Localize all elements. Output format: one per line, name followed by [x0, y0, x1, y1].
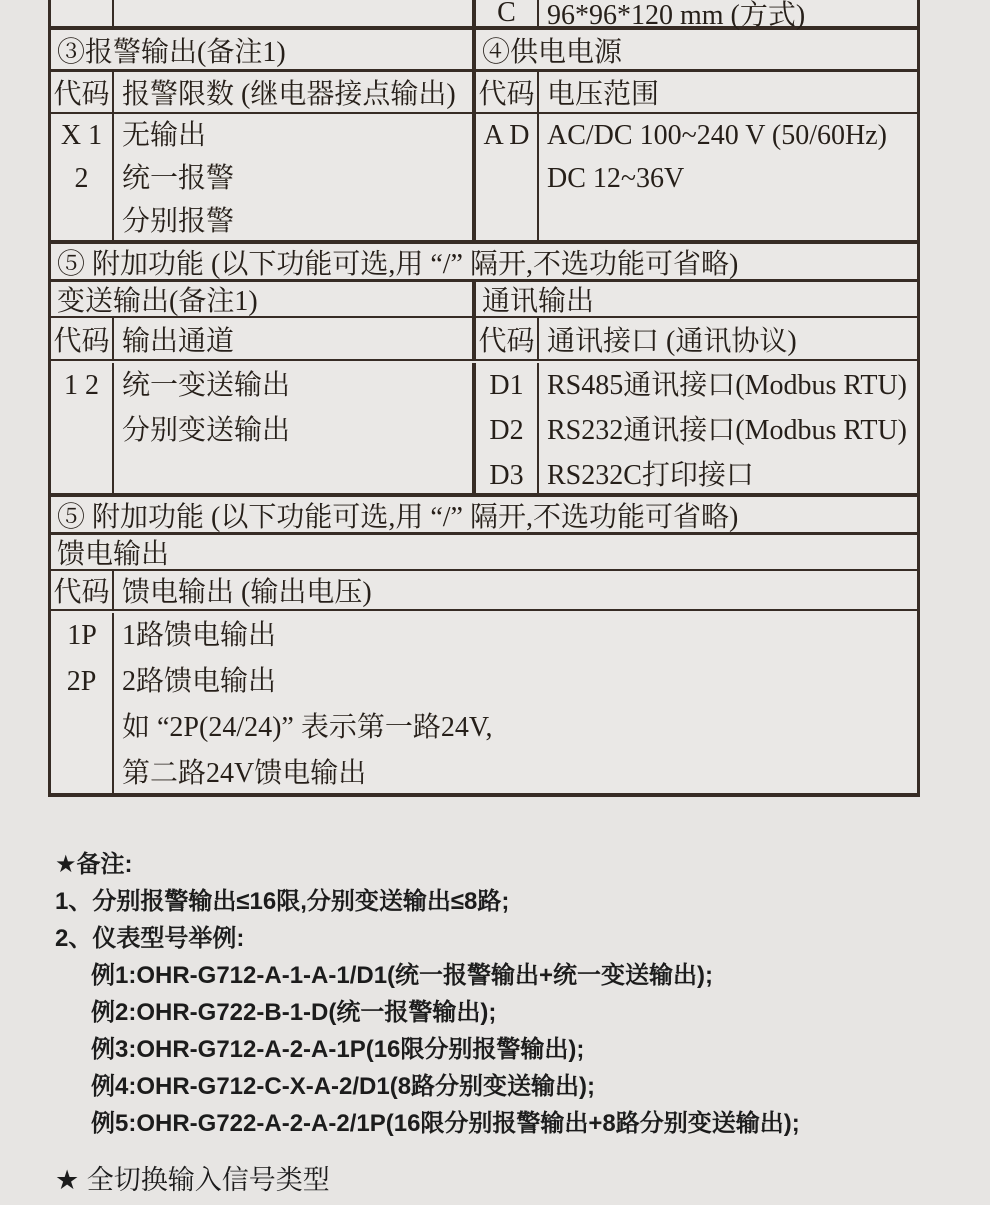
power-code-header: 代码: [476, 72, 539, 112]
feed-output-body: [51, 611, 917, 793]
addon-section-header-2: [51, 497, 917, 535]
transmit-output-title: 变送输出(备注1): [57, 286, 258, 317]
comm-code-d1: D1: [489, 370, 524, 401]
alarm-desc-1: 统一报警: [122, 163, 235, 194]
model-example-1: 例1:OHR-G712-A-1-A-1/D1(统一报警输出+统一变送输出);: [91, 962, 714, 989]
feed-output-title: 馈电输出: [57, 539, 170, 570]
section-titles-alarm-power: [51, 30, 917, 72]
feed-code-2p: 2P: [66, 666, 97, 697]
alarm-power-column-headers: [51, 72, 917, 114]
alarm-power-body: [51, 114, 917, 244]
power-desc-d: DC 12~36V: [547, 163, 685, 194]
addon-section-header-2-text: ⑤ 附加功能 (以下功能可选,用 “/” 隔开,不选功能可省略): [57, 501, 739, 533]
power-desc-header: 电压范围: [547, 79, 660, 110]
empty-code-cell: [51, 0, 114, 26]
power-desc-a: AC/DC 100~240 V (50/60Hz): [547, 120, 888, 151]
feed-output-title-row: [51, 535, 917, 571]
remark-item-2: 2、仪表型号举例:: [55, 925, 245, 952]
comm-desc-header: 通讯接口 (通讯协议): [547, 325, 797, 357]
feed-output-column-headers: [51, 571, 917, 611]
comm-code-d2: D2: [489, 415, 524, 446]
transmit-comm-column-headers: [51, 318, 917, 361]
transmit-comm-titles: [51, 282, 917, 318]
transmit-code-2: 2: [85, 370, 99, 401]
dimension-desc-c: 96*96*120 mm (方式): [547, 0, 806, 31]
table-row-dimension-c: [51, 0, 917, 30]
model-selection-table: [48, 0, 920, 797]
feed-code-1p: 1P: [67, 620, 96, 651]
alarm-code-1: 1: [88, 120, 103, 151]
feed-desc-example-line2: 第二路24V馈电输出: [122, 758, 367, 789]
remark-item-1: 1、分别报警输出≤16限,分别变送输出≤8路;: [55, 888, 510, 915]
transmit-desc-2: 分别变送输出: [122, 415, 291, 446]
feed-code-header: 代码: [51, 571, 114, 609]
power-code-d: D: [509, 120, 530, 151]
addon-section-header-1: [51, 244, 917, 282]
remarks-block: [55, 846, 955, 1142]
alarm-output-section-title: ③报警输出(备注1): [57, 36, 286, 68]
transmit-desc-1: 统一变送输出: [122, 370, 291, 401]
transmit-comm-body: [51, 361, 917, 497]
addon-section-header-1-text: ⑤ 附加功能 (以下功能可选,用 “/” 隔开,不选功能可省略): [57, 248, 739, 280]
comm-code-d3: D3: [489, 460, 524, 491]
model-example-4: 例4:OHR-G712-C-X-A-2/D1(8路分别变送输出);: [91, 1073, 596, 1100]
feed-desc-2p: 2路馈电输出: [122, 666, 277, 697]
remarks-title: ★备注:: [55, 851, 133, 878]
feed-desc-1p: 1路馈电输出: [122, 620, 277, 651]
empty-desc-cell: [114, 0, 472, 26]
alarm-desc-header: 报警限数 (继电器接点输出): [122, 79, 456, 110]
transmit-code-header: 代码: [51, 318, 114, 359]
comm-desc-d3: RS232C打印接口: [547, 460, 754, 491]
model-example-5: 例5:OHR-G722-A-2-A-2/1P(16限分别报警输出+8路分别变送输出);: [91, 1110, 800, 1137]
alarm-code-2: 2: [74, 163, 89, 194]
alarm-desc-2: 分别报警: [122, 206, 235, 237]
alarm-desc-x: 无输出: [122, 120, 207, 151]
transmit-code-1: 1: [64, 370, 78, 401]
feed-desc-header: 馈电输出 (输出电压): [122, 577, 372, 608]
alarm-code-header: 代码: [51, 72, 114, 112]
transmit-desc-header: 输出通道: [122, 325, 235, 357]
comm-desc-d2: RS232通讯接口(Modbus RTU): [547, 415, 908, 446]
model-example-2: 例2:OHR-G722-B-1-D(统一报警输出);: [91, 999, 497, 1026]
dimension-code-c: C: [476, 0, 539, 26]
comm-code-header: 代码: [476, 318, 539, 359]
comm-output-title: 通讯输出: [482, 286, 595, 317]
power-supply-section-title: ④供电电源: [482, 36, 623, 68]
alarm-code-x: X: [60, 120, 82, 151]
model-example-3: 例3:OHR-G712-A-2-A-1P(16限分别报警输出);: [91, 1036, 585, 1063]
power-code-a: A: [483, 120, 503, 151]
signal-type-heading: ★ 全切换输入信号类型: [55, 1165, 330, 1195]
comm-desc-d1: RS485通讯接口(Modbus RTU): [547, 370, 908, 401]
feed-desc-example-line1: 如 “2P(24/24)” 表示第一路24V,: [122, 712, 493, 743]
